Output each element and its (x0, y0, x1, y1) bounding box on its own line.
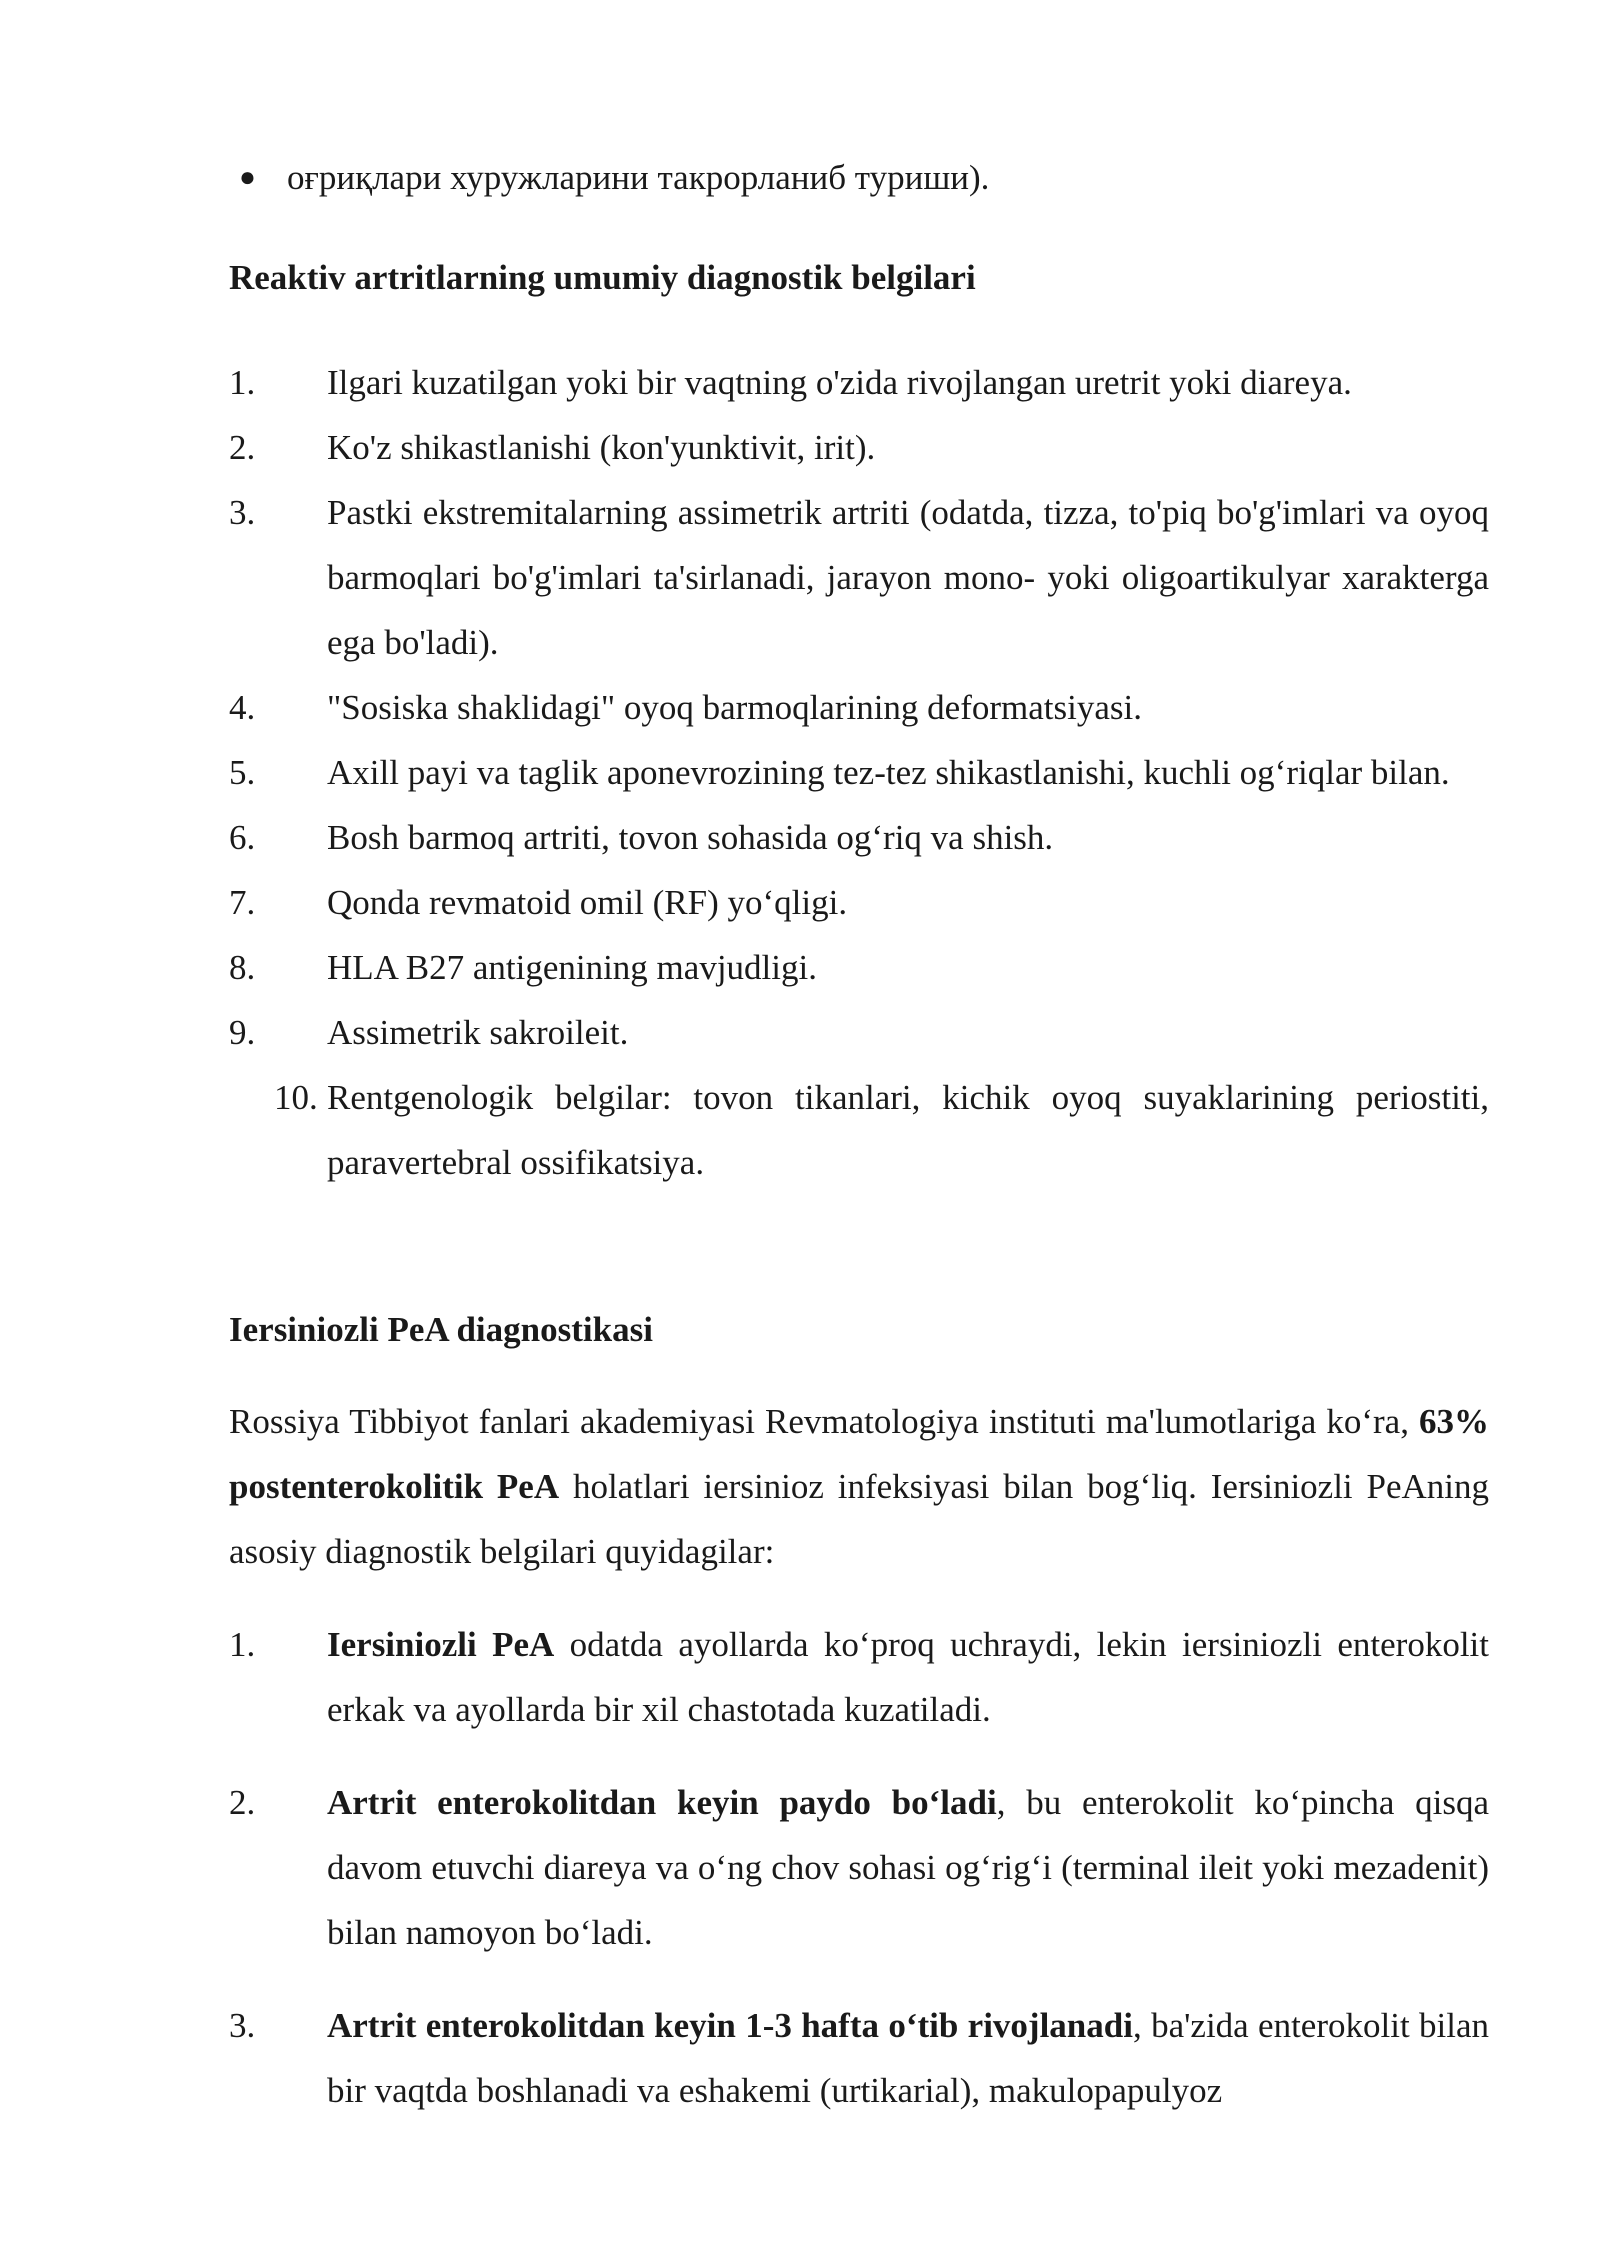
list-text: Bosh barmoq artriti, tovon sohasida og‘riq va shish. (327, 818, 1054, 857)
list-text: HLA B27 antigenining mavjudligi. (327, 948, 817, 987)
list-text: , ba'zida enterokolit bilan bir vaqtda boshlanadi va eshakemi (urtikarial), makulopapulyoz (327, 2006, 1489, 2110)
intro-bold-text: 63% postenterokolitik PeA (229, 1402, 1489, 1506)
list-item (229, 480, 1489, 675)
list-item (229, 870, 1489, 935)
list-text: Ilgari kuzatilgan yoki bir vaqtning o'zida rivojlangan uretrit yoki diareya. (327, 363, 1352, 402)
diagnostic-signs-list (229, 350, 1489, 1195)
list-text: , bu enterokolit ko‘pincha qisqa davom etuvchi diareya va o‘ng chov sohasi og‘rig‘i (terminal ileit yoki mezadenit) bilan namoyon bo‘ladi. (327, 1783, 1489, 1952)
list-item (229, 805, 1489, 870)
list-item (229, 935, 1489, 1000)
list-bold-text: Artrit enterokolitdan keyin 1-3 hafta o‘tib rivojlanadi (327, 2006, 1133, 2045)
list-item (229, 1993, 1489, 2123)
yersinia-signs-list (229, 1612, 1489, 2151)
list-item (229, 1065, 1489, 1195)
bullet-icon: ● (239, 162, 256, 193)
section-heading-reactive-arthritis: Reaktiv artritlarning umumiy diagnostik belgilari (229, 258, 976, 297)
list-item (229, 1612, 1489, 1742)
list-item (229, 675, 1489, 740)
list-number: 1. (229, 1625, 256, 1664)
list-text: Qonda revmatoid omil (RF) yo‘qligi. (327, 883, 848, 922)
list-text: "Sosiska shaklidagi" oyoq barmoqlarining deformatsiyasi. (327, 688, 1142, 727)
list-number: 10. (274, 1078, 318, 1117)
list-number: 8. (229, 948, 256, 987)
section-heading-yersinia: Iersiniozli PeA diagnostikasi (229, 1310, 653, 1349)
list-number: 2. (229, 428, 256, 467)
intro-text-after: holatlari iersinioz infeksiyasi bilan bog‘liq. Iersiniozli PeAning asosiy diagnostik belgilari quyidagilar: (229, 1467, 1489, 1571)
list-item (229, 415, 1489, 480)
list-number: 3. (229, 2006, 256, 2045)
list-text: Pastki ekstremitalarning assimetrik artriti (odatda, tizza, to'piq bo'g'imlari va oyoq barmoqlari bo'g'imlari ta'sirlanadi, jarayon mono- yoki oligoartikulyar xarakterga ega bo'ladi). (327, 493, 1489, 662)
list-number: 5. (229, 753, 256, 792)
list-number: 4. (229, 688, 256, 727)
list-number: 9. (229, 1013, 256, 1052)
intro-text-before: Rossiya Tibbiyot fanlari akademiyasi Revmatologiya instituti ma'lumotlariga ko‘ra, (229, 1402, 1419, 1441)
list-number: 6. (229, 818, 256, 857)
list-item (229, 740, 1489, 805)
list-text: Axill payi va taglik aponevrozining tez-tez shikastlanishi, kuchli og‘riqlar bilan. (327, 753, 1450, 792)
list-text: Ko'z shikastlanishi (kon'yunktivit, irit). (327, 428, 876, 467)
list-number: 2. (229, 1783, 256, 1822)
list-text: Assimetrik sakroileit. (327, 1013, 629, 1052)
list-item (229, 1000, 1489, 1065)
list-item (229, 1770, 1489, 1965)
list-bold-text: Iersiniozli PeA (327, 1625, 555, 1664)
list-number: 1. (229, 363, 256, 402)
list-text: Rentgenologik belgilar: tovon tikanlari, kichik oyoq suyaklarining periostiti, paravertebral ossifikatsiya. (327, 1078, 1489, 1182)
intro-paragraph (229, 1389, 1489, 1584)
list-bold-text: Artrit enterokolitdan keyin paydo bo‘ladi (327, 1783, 997, 1822)
list-text: odatda ayollarda ko‘proq uchraydi, lekin iersiniozli enterokolit erkak va ayollarda bir xil chastotada kuzatiladi. (327, 1625, 1489, 1729)
list-number: 7. (229, 883, 256, 922)
list-number: 3. (229, 493, 256, 532)
bullet-text: оғриқлари хуружларини такрорланиб туриши). (287, 158, 990, 197)
list-item (229, 350, 1489, 415)
